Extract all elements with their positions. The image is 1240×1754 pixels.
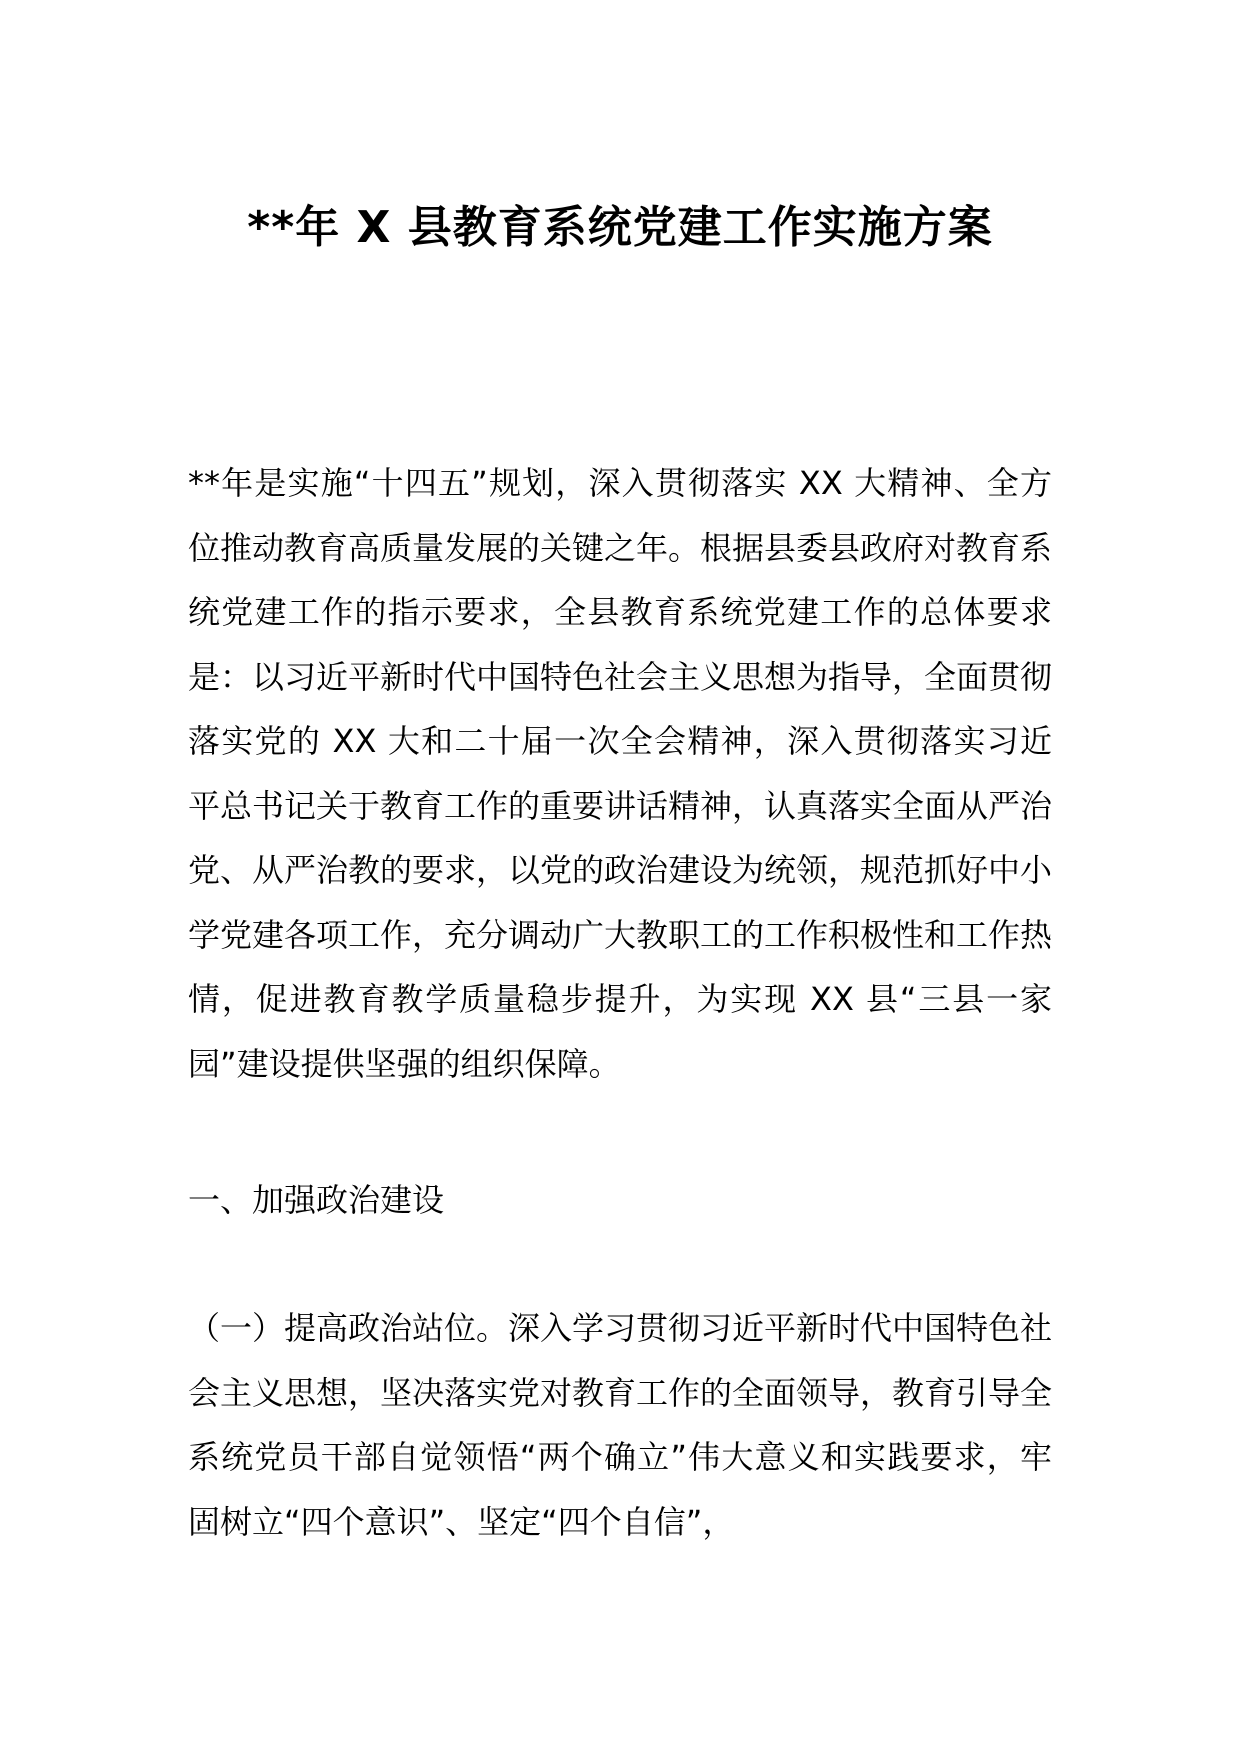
document-title: **年 X 县教育系统党建工作实施方案 (247, 202, 993, 253)
section-item-political-standing: （一）提高政治站位。深入学习贯彻习近平新时代中国特色社会主义思想，坚决落实党对教育工作的全面领导，教育引导全系统党员干部自觉领悟“两个确立”伟大意义和实践要求，牢固树立“四个意识”、坚定“四个自信”， (188, 1309, 1053, 1541)
intro-paragraph: **年是实施“十四五”规划，深入贯彻落实 XX 大精神、全方位推动教育高质量发展的关键之年。根据县委县政府对教育系统党建工作的指示要求，全县教育系统党建工作的总体要求是：以习近平新时代中国特色社会主义思想为指导，全面贯彻落实党的 XX 大和二十届一次全会精神，深入贯彻落实习近平总书记关于教育工作的重要讲话精神，认真落实全面从严治党、从严治教的要求，以党的政治建设为统领，规范抓好中小学党建各项工作，充分调动广大教职工的工作积极性和工作热情，促进教育教学质量稳步提升，为实现 XX 县“三县一家园”建设提供坚强的组织保障。 (188, 464, 1053, 1083)
section-heading-political-building: 一、加强政治建设 (188, 1181, 445, 1219)
